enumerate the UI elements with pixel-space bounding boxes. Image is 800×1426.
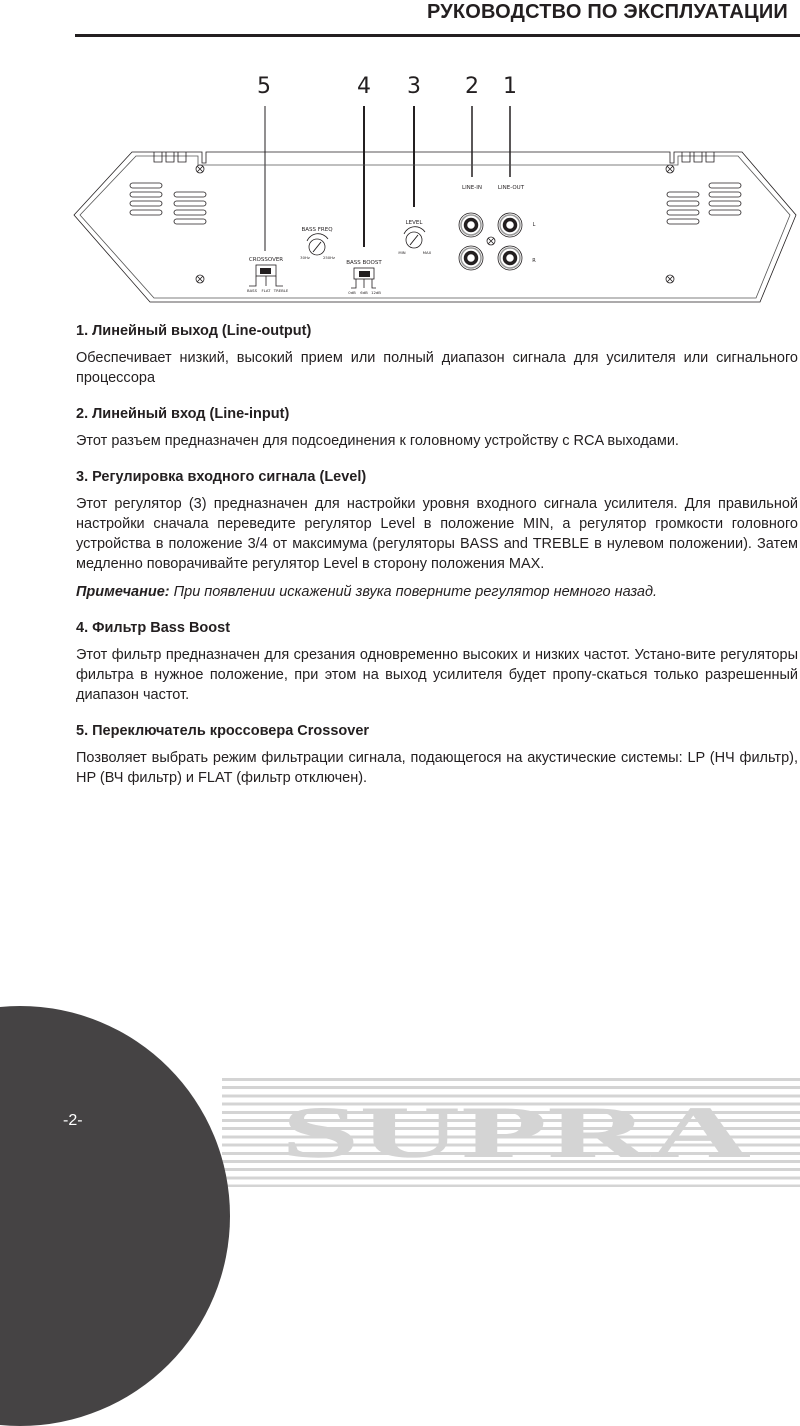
svg-text:CROSSOVER: CROSSOVER <box>248 257 284 263</box>
section-title: 3. Регулировка входного сигнала (Level) <box>76 469 367 485</box>
svg-text:250Hz: 250Hz <box>322 255 336 260</box>
bass-boost-switch <box>346 260 382 295</box>
callout-4: 4 <box>357 74 371 99</box>
section-crossover <box>76 722 798 788</box>
section-title: 2. Линейный вход (Line-input) <box>76 406 290 422</box>
svg-text:MIN: MIN <box>398 250 406 255</box>
section-body: Этот регулятор (3) предназначен для настройки уровня входного сигнала усилителя. Для правильной настройки сначала переведите регулятор Level в положение MIN, а регулятор громкости головного устройства в положение 3/4 от максимума (регуляторы BASS and TREBLE в нулевом положении). Затем медленно поворачивайте регулятор Level в сторону положения MAX. <box>76 496 798 572</box>
section-bass-boost <box>76 619 798 705</box>
section-body: Позволяет выбрать режим фильтрации сигнала, подающегося на акустические системы: LP (НЧ фильтр), HP (ВЧ фильтр) и FLAT (фильтр отключен). <box>76 750 798 786</box>
section-level <box>76 468 798 602</box>
callout-5: 5 <box>257 74 271 99</box>
instructions-content <box>76 322 798 788</box>
svg-text:LINE-IN: LINE-IN <box>462 185 482 191</box>
svg-text:12dB: 12dB <box>371 290 381 295</box>
svg-text:6dB: 6dB <box>360 290 368 295</box>
note <box>76 582 798 602</box>
section-body: Этот разъем предназначен для подсоединения к головному устройству с RCA выходами. <box>76 433 679 449</box>
bass-freq-knob <box>300 227 335 260</box>
note-text: При появлении искажений звука поверните регулятор немного назад. <box>169 584 658 600</box>
rca-jacks <box>459 185 536 270</box>
header-rule <box>75 34 800 37</box>
svg-text:MAX: MAX <box>422 250 432 255</box>
svg-text:FLAT: FLAT <box>261 288 271 293</box>
svg-text:L: L <box>532 222 536 228</box>
brand-logo <box>276 1101 756 1161</box>
svg-text:0dB: 0dB <box>348 290 356 295</box>
page-number: -2- <box>63 1112 83 1129</box>
svg-text:LEVEL: LEVEL <box>405 220 423 226</box>
crossover-switch <box>247 257 289 293</box>
page-header-title: РУКОВОДСТВО ПО ЭКСПЛУАТАЦИИ <box>426 1 788 23</box>
note-label: Примечание: <box>76 584 170 600</box>
callout-1: 1 <box>503 74 517 99</box>
svg-text:LINE-OUT: LINE-OUT <box>497 185 525 191</box>
section-body: Обеспечивает низкий, высокий прием или полный диапазон сигнала для усилителя или сигнального процессора <box>76 350 798 386</box>
svg-text:BASS: BASS <box>246 288 258 293</box>
section-title: 5. Переключатель кроссовера Crossover <box>76 723 370 739</box>
svg-text:30Hz: 30Hz <box>300 255 310 260</box>
amplifier-panel-diagram <box>70 65 800 315</box>
callout-3: 3 <box>407 74 421 99</box>
section-body: Этот фильтр предназначен для срезания одновременно высоких и низких частот. Устано-вите регуляторы фильтра в нужное положение, при этом на выход усилителя будет пропу-скаться только разрешенный диапазон частот. <box>76 647 798 703</box>
brand-wordmark: SUPRA <box>281 1101 751 1161</box>
svg-text:BASS BOOST: BASS BOOST <box>346 260 382 266</box>
level-knob <box>398 220 431 255</box>
section-line-output <box>76 322 798 388</box>
section-title: 1. Линейный выход (Line-output) <box>76 323 312 339</box>
svg-text:BASS FREQ: BASS FREQ <box>301 227 333 233</box>
svg-text:TREBLE: TREBLE <box>273 288 289 293</box>
callout-2: 2 <box>465 74 479 99</box>
section-title: 4. Фильтр Bass Boost <box>76 620 231 636</box>
svg-text:R: R <box>532 258 536 264</box>
footer-disc <box>0 1006 230 1426</box>
section-line-input <box>76 405 798 451</box>
